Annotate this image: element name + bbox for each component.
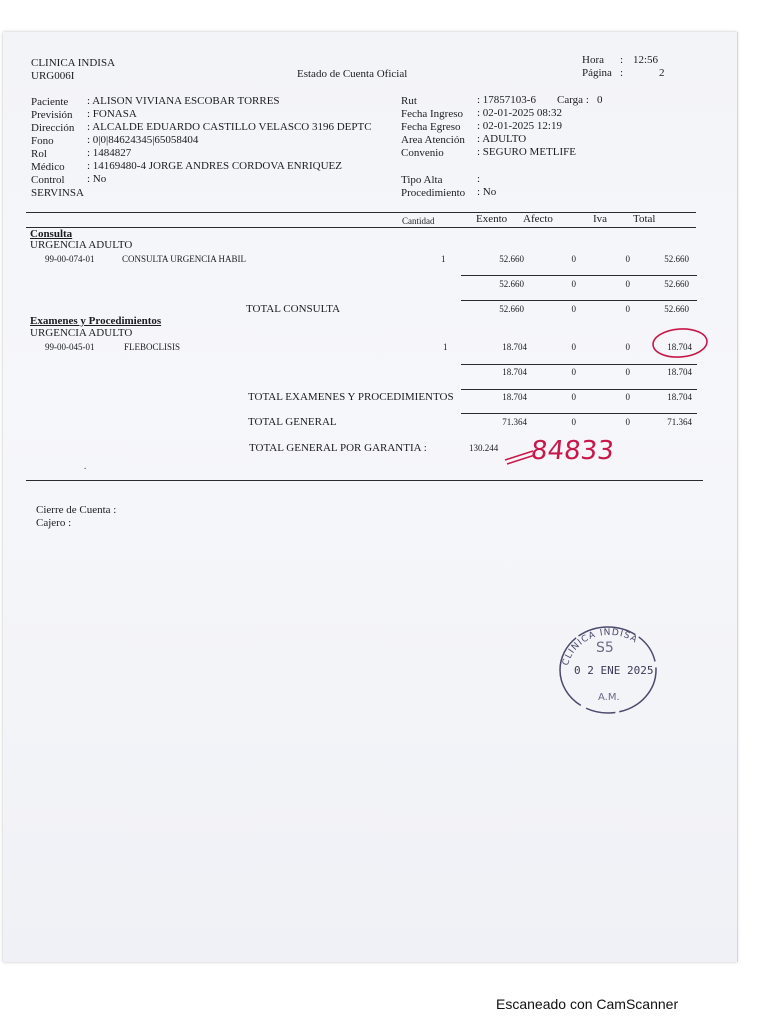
- examenes-sub-total: 18.704: [667, 367, 692, 377]
- fecha-egreso-label: Fecha Egreso: [401, 121, 461, 133]
- consulta-iva: 0: [625, 254, 630, 264]
- rol-value: : 1484827: [87, 147, 132, 159]
- examenes-tot-iva: 0: [625, 392, 630, 402]
- consulta-sub-exento: 52.660: [499, 279, 524, 289]
- cajero-label: Cajero :: [36, 517, 72, 529]
- servinsa-label: SERVINSA: [31, 187, 84, 199]
- direccion-value: : ALCALDE EDUARDO CASTILLO VELASCO 3196 DEPTC: [87, 121, 372, 133]
- examenes-total-label: TOTAL EXAMENES Y PROCEDIMIENTOS: [248, 391, 454, 403]
- consulta-afecto: 0: [571, 254, 576, 264]
- prevision-value: : FONASA: [87, 108, 137, 120]
- control-label: Control: [31, 174, 65, 186]
- area-label: Area Atención: [401, 134, 465, 146]
- examenes-tot-afecto: 0: [571, 392, 576, 402]
- handwritten-circle: [650, 325, 712, 361]
- garantia-label: TOTAL GENERAL POR GARANTIA :: [249, 442, 427, 454]
- consulta-sub-afecto: 0: [571, 279, 576, 289]
- rol-label: Rol: [31, 148, 47, 160]
- consulta-total: 52.660: [664, 254, 689, 264]
- paciente-value: : ALISON VIVIANA ESCOBAR TORRES: [87, 95, 280, 107]
- consulta-sub-iva: 0: [625, 279, 630, 289]
- direccion-label: Dirección: [31, 122, 75, 134]
- pagina-value: 2: [659, 67, 665, 79]
- convenio-label: Convenio: [401, 147, 444, 159]
- section-consulta: Consulta: [30, 228, 73, 240]
- col-cantidad: Cantidad: [402, 216, 435, 226]
- examenes-desc: FLEBOCLISIS: [124, 342, 181, 352]
- examenes-sub: URGENCIA ADULTO: [30, 327, 133, 339]
- examenes-tot-total: 18.704: [667, 392, 692, 402]
- document-title: Estado de Cuenta Oficial: [297, 68, 408, 80]
- examenes-total: 18.704: [667, 342, 692, 352]
- paciente-label: Paciente: [31, 96, 69, 108]
- fono-label: Fono: [31, 135, 54, 147]
- carga-label: Carga :: [557, 94, 589, 106]
- examenes-code: 99-00-045-01: [45, 342, 95, 352]
- examenes-tot-exento: 18.704: [502, 392, 527, 402]
- examenes-afecto: 0: [571, 342, 576, 352]
- page-edge: [737, 32, 738, 962]
- stamp-bottom: A.M.: [598, 692, 620, 703]
- consulta-tot-afecto: 0: [571, 304, 576, 314]
- procedimiento-value: : No: [477, 186, 497, 198]
- examenes-sub-exento: 18.704: [502, 367, 527, 377]
- examenes-exento: 18.704: [502, 342, 527, 352]
- tipo-alta-value: :: [477, 173, 481, 185]
- total-general-iva: 0: [625, 417, 630, 427]
- clinic-stamp: [556, 622, 660, 718]
- camscanner-footer: Escaneado con CamScanner: [496, 996, 679, 1012]
- cierre-label: Cierre de Cuenta :: [36, 504, 117, 516]
- table-bottom-rule: [26, 480, 703, 481]
- consulta-tot-total: 52.660: [664, 304, 689, 314]
- consulta-code: 99-00-074-01: [45, 254, 95, 264]
- examenes-iva: 0: [625, 342, 630, 352]
- total-general-total: 71.364: [667, 417, 692, 427]
- medico-value: : 14169480-4 JORGE ANDRES CORDOVA ENRIQUEZ: [87, 160, 342, 172]
- procedimiento-label: Procedimiento: [401, 187, 466, 199]
- col-iva: Iva: [593, 213, 608, 225]
- tipo-alta-label: Tipo Alta: [401, 174, 443, 186]
- clinic-name: CLINICA INDISA: [31, 57, 116, 69]
- total-general-label: TOTAL GENERAL: [248, 416, 337, 428]
- consulta-subtotal-rule: [461, 275, 697, 276]
- examenes-subtotal-rule: [461, 364, 697, 365]
- col-exento: Exento: [476, 213, 508, 225]
- total-general-exento: 71.364: [502, 417, 527, 427]
- consulta-qty: 1: [441, 254, 446, 264]
- medico-label: Médico: [31, 161, 65, 173]
- consulta-tot-iva: 0: [625, 304, 630, 314]
- consulta-exento: 52.660: [499, 254, 524, 264]
- consulta-total-label: TOTAL CONSULTA: [246, 303, 341, 315]
- consulta-total-rule: [461, 300, 697, 301]
- stamp-ring-text: CLINICA INDISA: [561, 627, 640, 667]
- pagina-label: Página: [582, 67, 612, 79]
- garantia-value: 130.244: [469, 443, 499, 453]
- fecha-ingreso-value: : 02-01-2025 08:32: [477, 107, 562, 119]
- report-code: URG006I: [31, 70, 75, 82]
- control-value: : No: [87, 173, 107, 185]
- fecha-ingreso-label: Fecha Ingreso: [401, 108, 464, 120]
- consulta-desc: CONSULTA URGENCIA HABIL: [122, 254, 246, 264]
- fecha-egreso-value: : 02-01-2025 12:19: [477, 120, 562, 132]
- handwritten-amount: 84833: [529, 436, 616, 466]
- stamp-code: S5: [596, 640, 614, 656]
- general-rule: [461, 413, 697, 414]
- consulta-sub-total: 52.660: [664, 279, 689, 289]
- fono-value: : 0|0|84624345|65058404: [87, 134, 199, 146]
- total-general-afecto: 0: [571, 417, 576, 427]
- col-total: Total: [633, 213, 656, 225]
- hora-label: Hora: [582, 54, 604, 66]
- examenes-qty: 1: [443, 342, 448, 352]
- section-examenes: Examenes y Procedimientos: [30, 315, 162, 327]
- examenes-total-rule: [461, 389, 697, 390]
- consulta-sub: URGENCIA ADULTO: [30, 239, 133, 251]
- area-value: : ADULTO: [477, 133, 527, 145]
- rut-label: Rut: [401, 95, 417, 107]
- rut-value: : 17857103-6: [477, 94, 536, 106]
- header-bottom-rule: [26, 227, 696, 228]
- col-afecto: Afecto: [523, 213, 553, 225]
- examenes-sub-afecto: 0: [571, 367, 576, 377]
- convenio-value: : SEGURO METLIFE: [477, 146, 576, 158]
- carga-value: 0: [597, 94, 603, 106]
- prevision-label: Previsión: [31, 109, 73, 121]
- stamp-date: 0 2 ENE 2025: [574, 664, 654, 677]
- consulta-tot-exento: 52.660: [499, 304, 524, 314]
- hora-value: 12:56: [633, 54, 659, 66]
- examenes-sub-iva: 0: [625, 367, 630, 377]
